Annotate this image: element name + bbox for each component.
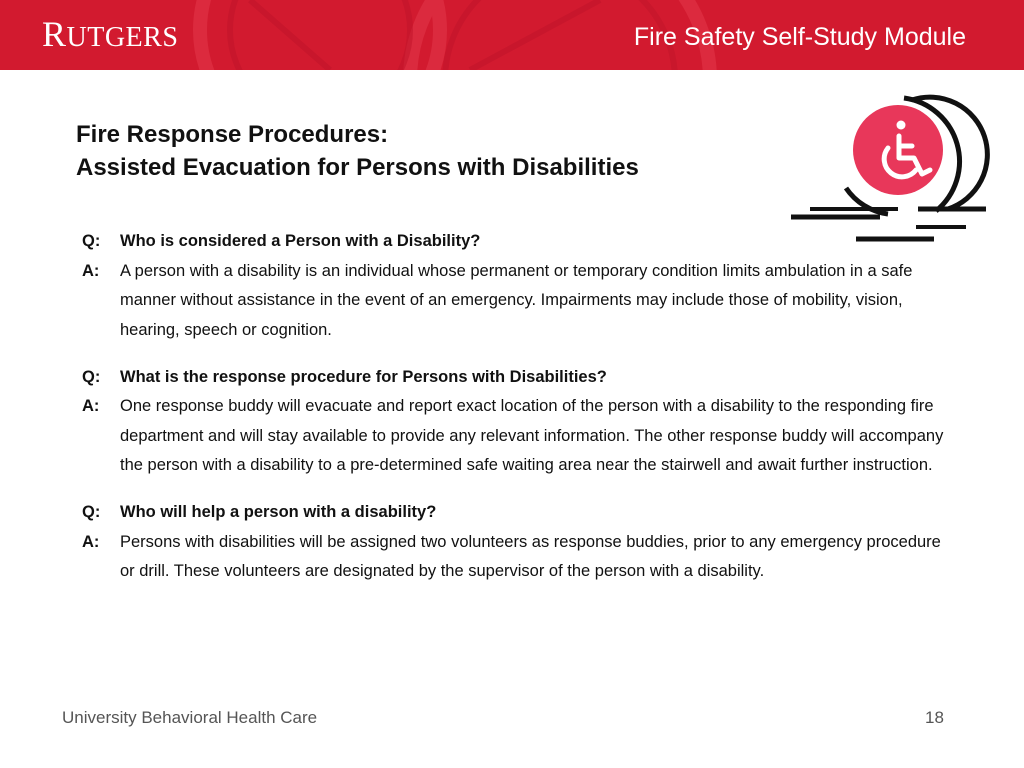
qa-list [82,227,952,604]
qa-item [82,227,952,345]
question-text: Who is considered a Person with a Disability? [120,232,481,250]
answer-label: A: [82,261,100,280]
module-title: Fire Safety Self-Study Module [633,23,966,51]
answer-row [82,257,952,346]
question-row [82,227,952,257]
answer-label: A: [82,532,100,551]
logo-initial: R [42,14,67,54]
logo-rest: UTGERS [66,22,179,53]
qa-item [82,498,952,587]
question-label: Q: [82,232,101,250]
answer-text: Persons with disabilities will be assigned two volunteers as response buddies, prior to any emergency procedure or drill. These volunteers are designated by the supervisor of the person with a disability. [120,532,941,580]
slide-title [76,118,776,184]
slide-title-line-1: Fire Response Procedures: [76,121,389,148]
footer-organization: University Behavioral Health Care [62,708,318,727]
question-row [82,363,952,393]
rutgers-logo [42,14,178,54]
question-label: Q: [82,367,101,386]
answer-row [82,528,952,587]
question-label: Q: [82,503,101,521]
question-text: Who will help a person with a disability? [120,503,437,521]
answer-label: A: [82,397,100,415]
question-text: What is the response procedure for Persons with Disabilities? [120,367,607,386]
wheelchair-icon [788,92,993,247]
answer-text: A person with a disability is an individual whose permanent or temporary condition limits ambulation in a safe manner without assistance in the event of an emergency. Impairments may include those of mobility, vision, hearing, speech or cognition. [120,261,913,339]
header-bar [0,0,1024,70]
page-number: 18 [925,708,944,727]
qa-item [82,363,952,481]
question-row [82,498,952,528]
answer-text: One response buddy will evacuate and report exact location of the person with a disability to the responding fire department and will stay available to provide any relevant information. The other response buddy will accompany the person with a disability to a pre-determined safe waiting area near the stairwell and await further instruction. [120,397,944,474]
slide-title-line-2: Assisted Evacuation for Persons with Disabilities [76,154,639,181]
answer-row [82,392,952,481]
